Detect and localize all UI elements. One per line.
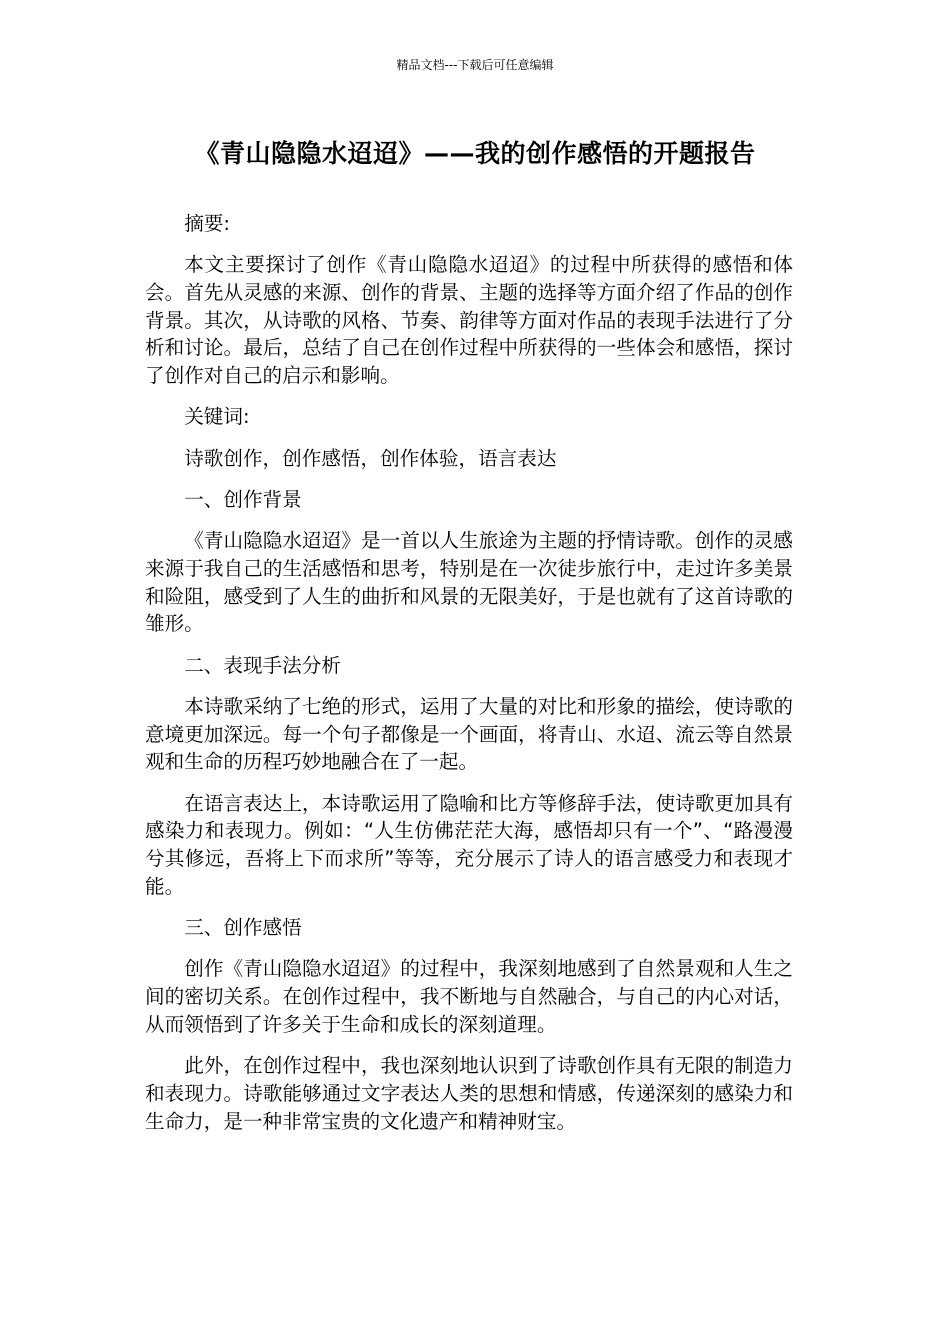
background-paragraph: 《青山隐隐水迢迢》是一首以人生旅途为主题的抒情诗歌。创作的灵感来源于我自己的生活感悟和思考，特别是在一次徒步旅行中，走过许多美景和险阻，感受到了人生的曲折和风景的无限美好，于是也就有了这首诗歌的雏形。 — [145, 529, 793, 636]
techniques-paragraph-2: 在语言表达上，本诗歌运用了隐喻和比方等修辞手法，使诗歌更加具有感染力和表现力。例如：“人生仿佛茫茫大海，感悟却只有一个”、“路漫漫兮其修远，吾将上下而求所”等等，充分展示了诗人的语言感受力和表现才能。 — [145, 791, 793, 898]
section-heading-techniques: 二、表现手法分析 — [184, 653, 341, 677]
document-title: 《青山隐隐水迢迢》——我的创作感悟的开题报告 — [194, 139, 756, 168]
keywords-label: 关键词: — [184, 405, 250, 429]
insights-paragraph-1: 创作《青山隐隐水迢迢》的过程中，我深刻地感到了自然景观和人生之间的密切关系。在创作过程中，我不断地与自然融合，与自己的内心对话，从而领悟到了许多关于生命和成长的深刻道理。 — [145, 957, 793, 1036]
techniques-paragraph-1: 本诗歌采纳了七绝的形式，运用了大量的对比和形象的描绘，使诗歌的意境更加深远。每一个句子都像是一个画面，将青山、水迢、流云等自然景观和生命的历程巧妙地融合在了一起。 — [145, 695, 793, 774]
insights-paragraph-2: 此外，在创作过程中，我也深刻地认识到了诗歌创作具有无限的制造力和表现力。诗歌能够通过文字表达人类的思想和情感，传递深刻的感染力和生命力，是一种非常宝贵的文化遗产和精神财宝。 — [145, 1054, 793, 1133]
document-body — [145, 210, 793, 1149]
abstract-label: 摘要: — [184, 212, 230, 235]
section-heading-insights: 三、创作感悟 — [184, 916, 302, 940]
keywords-list: 诗歌创作，创作感悟，创作体验，语言表达 — [184, 446, 557, 470]
abstract-paragraph: 本文主要探讨了创作《青山隐隐水迢迢》的过程中所获得的感悟和体会。首先从灵感的来源、创作的背景、主题的选择等方面介绍了作品的创作背景。其次，从诗歌的风格、节奏、韵律等方面对作品的表现手法进行了分析和讨论。最后，总结了自己在创作过程中所获得的一些体会和感悟，探讨了创作对自己的启示和影响。 — [145, 253, 793, 388]
section-heading-background: 一、创作背景 — [184, 488, 302, 511]
page-header-note: 精品文档---下载后可任意编辑 — [396, 58, 554, 72]
